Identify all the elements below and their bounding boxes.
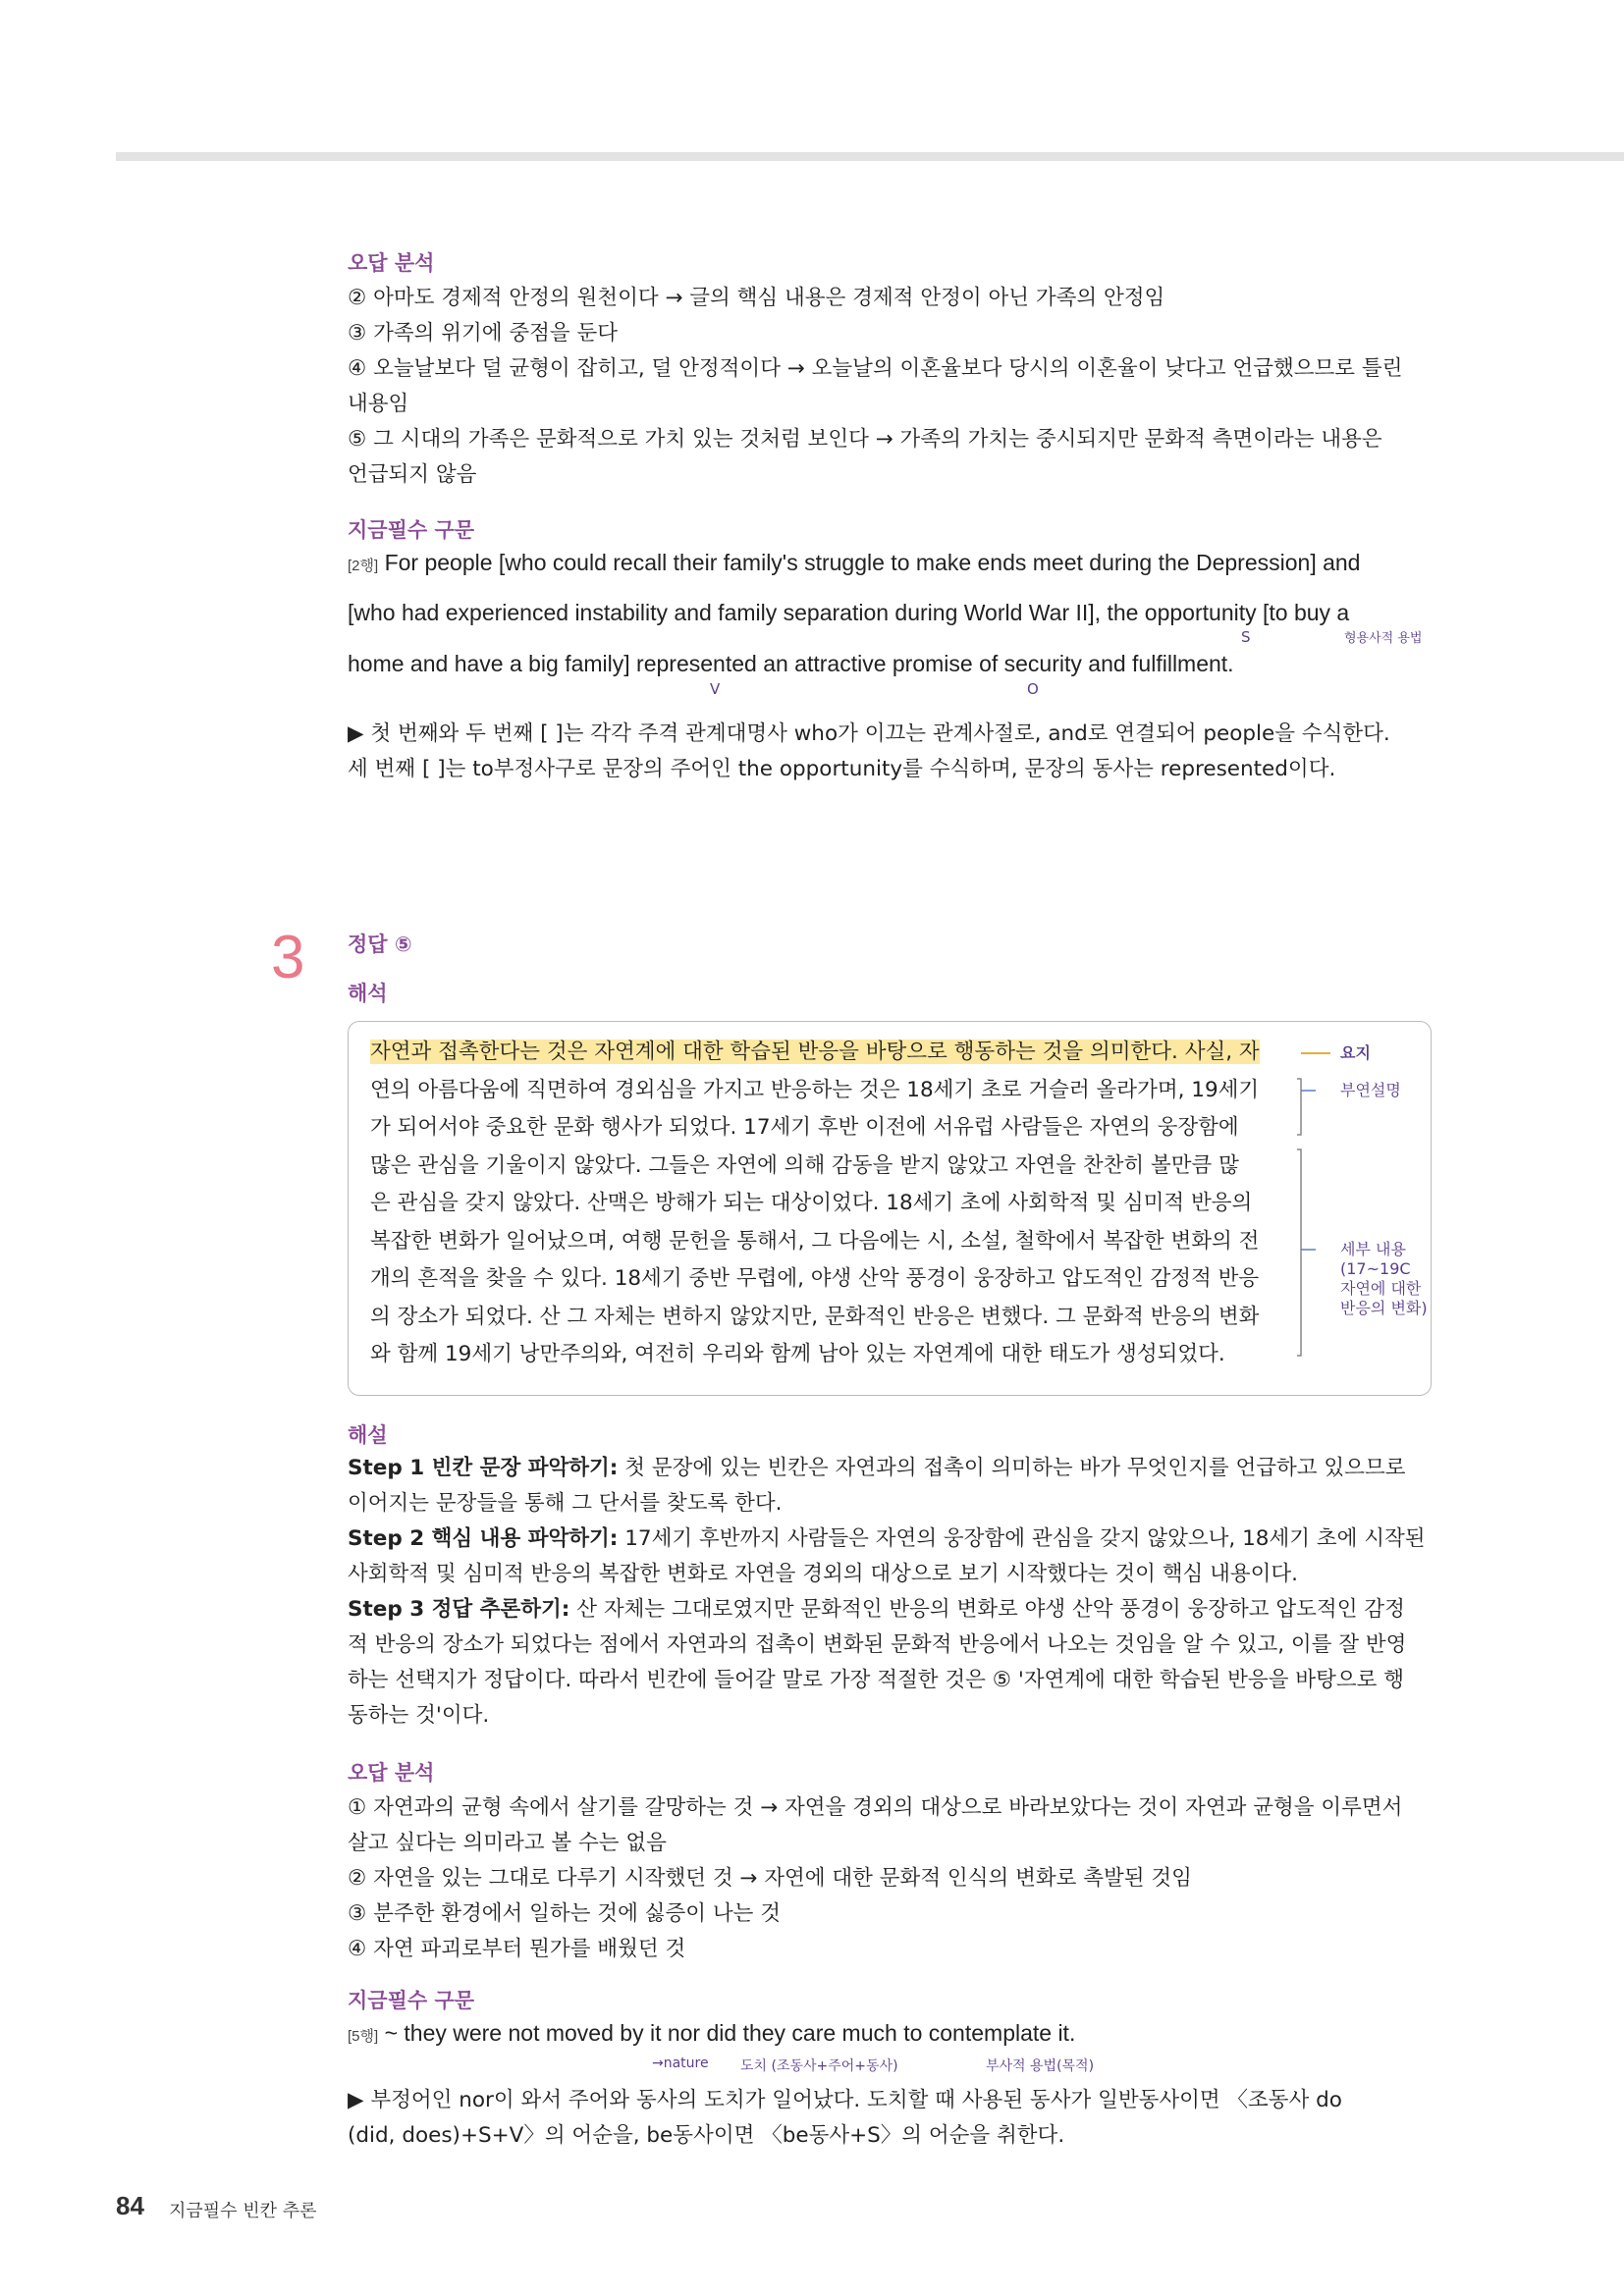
main-idea-highlight: 자연과 접촉한다는 것은 자연계에 대한 학습된 반응을 바탕으로 행동하는 것을 의미한다. 사실, 자 <box>370 1040 1260 1064</box>
wrong-item: ① 자연과의 균형 속에서 살기를 갈망하는 것 → 자연을 경외의 대상으로 바라보았다는 것이 자연과 균형을 이루면서 <box>348 1795 1403 1820</box>
grammar-heading: 지금필수 구문 <box>348 518 475 542</box>
wrong-analysis-list <box>348 281 1430 493</box>
wrong-item: 내용임 <box>348 392 409 416</box>
part2-grammar <box>348 1985 1430 2154</box>
grammar-line-1: For people [who could recall their family's struggle to make ends meet during the Depression] and <box>384 550 1361 575</box>
translation-text <box>370 1034 1293 1374</box>
inversion-note: 도치 (조동사+주어+동사) <box>740 2058 898 2074</box>
translation-line: 의 장소가 되었다. 산 그 자체는 변하지 않았지만, 문화적인 반응은 변했다. 그 문화적 반응의 변화 <box>370 1304 1260 1329</box>
wrong-item: 살고 싶다는 의미라고 볼 수는 없음 <box>348 1831 667 1855</box>
nature-note: →nature <box>652 2056 709 2071</box>
step-line: 적 반응의 장소가 되었다는 점에서 자연과의 접촉이 변화된 문화적 반응에서 나오는 것임을 알 수 있고, 이를 잘 반영 <box>348 1632 1407 1657</box>
translation-line: 와 함께 19세기 낭만주의와, 여전히 우리와 함께 남아 있는 자연계에 대한 태도가 생성되었다. <box>370 1342 1225 1366</box>
part1-grammar <box>348 514 1430 787</box>
line-ref: [5행] <box>348 2028 379 2045</box>
step-line: Step 1 빈칸 문장 파악하기: 첫 문장에 있는 빈칸은 자연과의 접촉이 의미하는 바가 무엇인지를 언급하고 있으므로 <box>348 1456 1406 1480</box>
translation-box <box>348 1021 1432 1396</box>
step-line: Step 2 핵심 내용 파악하기: 17세기 후반까지 사람들은 자연의 웅장함에 관심을 갖지 않았으나, 18세기 초에 시작된 <box>348 1526 1426 1551</box>
translation-line: 연의 아름다움에 직면하여 경외심을 가지고 반응하는 것은 18세기 초로 거슬러 올라가며, 19세기 <box>370 1077 1260 1102</box>
top-rule <box>116 152 1624 161</box>
grammar-sentence <box>348 550 1430 707</box>
wrong-analysis-heading: 오답 분석 <box>348 1761 435 1785</box>
subject-mark: S <box>1241 628 1251 646</box>
question-number: 3 <box>271 924 305 991</box>
object-mark: O <box>1027 680 1039 698</box>
adverb-note: 부사적 용법(목적) <box>986 2058 1095 2074</box>
wrong-item: ② 아마도 경제적 안정의 원천이다 → 글의 핵심 내용은 경제적 안정이 아닌 가족의 안정임 <box>348 286 1165 310</box>
wrong-analysis-heading: 오답 분석 <box>348 251 435 275</box>
answer-label: 정답 ⑤ <box>348 933 412 956</box>
part2-wrong-analysis <box>348 1757 1430 1967</box>
grammar-heading: 지금필수 구문 <box>348 1989 475 2012</box>
grammar-explain-1: ▶ 부정어인 nor이 와서 주어와 동사의 도치가 일어났다. 도치할 때 사용된 동사가 일반동사이면 〈조동사 do <box>348 2088 1342 2112</box>
wrong-item: ④ 오늘날보다 덜 균형이 잡히고, 덜 안정적이다 → 오늘날의 이혼율보다 당시의 이혼율이 낮다고 언급했으므로 틀린 <box>348 356 1403 381</box>
grammar-line-2: [who had experienced instability and family separation during World War II], the opportunity [to buy a <box>348 600 1350 625</box>
main-idea-label: 요지 <box>1340 1043 1371 1062</box>
step-line: 하는 선택지가 정답이다. 따라서 빈칸에 들어갈 말로 가장 적절한 것은 ⑤ '자연계에 대한 학습된 반응을 바탕으로 행 <box>348 1668 1404 1692</box>
line-ref: [2행] <box>348 558 379 574</box>
support-label: 부연설명 <box>1340 1081 1401 1099</box>
part1-wrong-analysis <box>348 247 1430 493</box>
translation-heading: 해석 <box>348 982 388 1005</box>
grammar-explain-1: ▶ 첫 번째와 두 번째 [ ]는 각각 주격 관계대명사 who가 이끄는 관계사절로, and로 연결되어 people을 수식한다. <box>348 721 1390 746</box>
book-title: 지금필수 빈칸 추론 <box>169 2201 317 2221</box>
explanation-heading: 해설 <box>348 1423 388 1447</box>
step-line: 이어지는 문장들을 통해 그 단서를 찾도록 한다. <box>348 1491 783 1516</box>
step-line: 동하는 것'이다. <box>348 1703 490 1728</box>
wrong-item: ③ 가족의 위기에 중점을 둔다 <box>348 321 619 346</box>
translation-line: 개의 흔적을 찾을 수 있다. 18세기 중반 무렵에, 야생 산악 풍경이 웅장하고 압도적인 감정적 반응 <box>370 1266 1260 1291</box>
grammar-explain-2: 세 번째 [ ]는 to부정사구로 문장의 주어인 the opportunity를 수식하며, 문장의 동사는 represented이다. <box>348 757 1336 781</box>
grammar-explain-2: (did, does)+S+V〉의 어순을, be동사이면 〈be동사+S〉의 어순을 취한다. <box>348 2123 1065 2148</box>
detail-label: 세부 내용 (17~19C 자연에 대한 반응의 변화) <box>1340 1240 1428 1317</box>
wrong-item: ④ 자연 파괴로부터 뭔가를 배웠던 것 <box>348 1937 686 1961</box>
wrong-item: ② 자연을 있는 그대로 다루기 시작했던 것 → 자연에 대한 문화적 인식의 변화로 촉발된 것임 <box>348 1866 1192 1891</box>
grammar-line: ~ they were not moved by it nor did they care much to contemplate it. <box>384 2020 1076 2046</box>
translation-line: 가 되어서야 중요한 문화 행사가 되었다. 17세기 후반 이전에 서유럽 사람들은 자연의 웅장함에 <box>370 1115 1239 1140</box>
wrong-item: 언급되지 않음 <box>348 462 477 487</box>
explanation-section <box>348 1419 1430 1734</box>
translation-line: 은 관심을 갖지 않았다. 산맥은 방해가 되는 대상이었다. 18세기 초에 사회학적 및 심미적 반응의 <box>370 1191 1253 1215</box>
step-line: 사회학적 및 심미적 반응의 복잡한 변화로 자연을 경외의 대상으로 보기 시작했다는 것이 핵심 내용이다. <box>348 1562 1298 1586</box>
step-line: Step 3 정답 추론하기: 산 자체는 그대로였지만 문화적인 반응의 변화로 야생 산악 풍경이 웅장하고 압도적인 감정 <box>348 1597 1405 1622</box>
to-infinitive-note: 형용사적 용법 <box>1344 631 1423 646</box>
translation-line: 복잡한 변화가 일어났으며, 여행 문헌을 통해서, 그 다음에는 시, 소설, 철학에서 복잡한 변화의 전 <box>370 1228 1260 1254</box>
page-number: 84 <box>116 2191 144 2220</box>
verb-mark: V <box>710 680 721 698</box>
grammar-line-3: home and have a big family] represented an attractive promise of security and fulfillment. <box>348 651 1234 676</box>
wrong-item: ⑤ 그 시대의 가족은 문화적으로 가치 있는 것처럼 보인다 → 가족의 가치는 중시되지만 문화적 측면이라는 내용은 <box>348 427 1382 452</box>
wrong-item: ③ 분주한 환경에서 일하는 것에 싫증이 나는 것 <box>348 1901 781 1926</box>
translation-line: 많은 관심을 기울이지 않았다. 그들은 자연에 의해 감동을 받지 않았고 자연을 찬찬히 볼만큼 많 <box>370 1152 1239 1178</box>
